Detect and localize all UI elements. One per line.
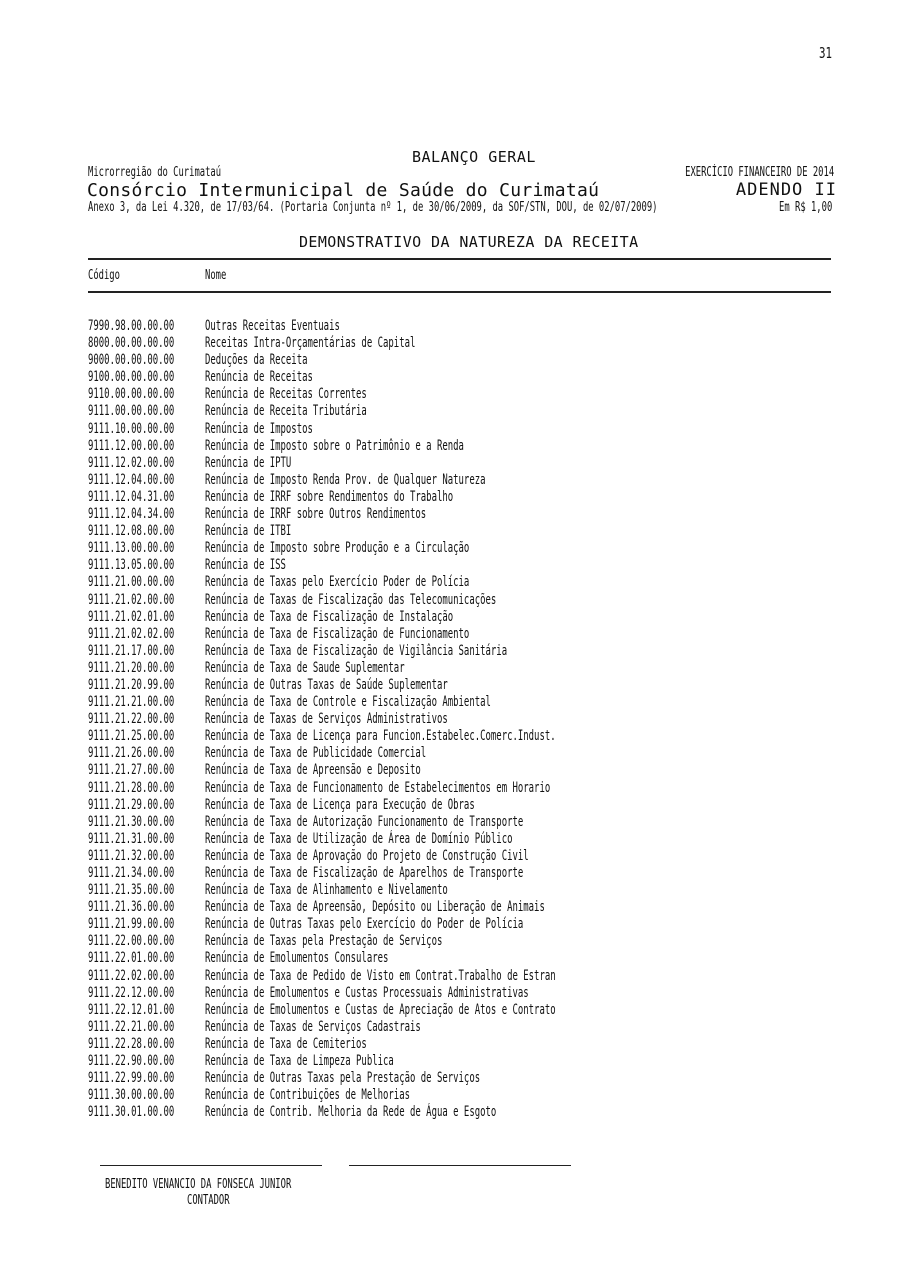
page-number: 31 — [818, 44, 832, 62]
row-name: Renúncia de Taxa de Publicidade Comercial — [205, 745, 427, 762]
table-row — [88, 540, 828, 557]
table-row — [88, 472, 828, 489]
row-name: Renúncia de Taxa de Autorização Funcionamento de Transporte — [205, 813, 524, 830]
row-name: Renúncia de Outras Taxas de Saúde Suplementar — [205, 676, 448, 693]
row-code: 9111.21.26.00.00 — [88, 745, 175, 762]
row-code: 9111.22.28.00.00 — [88, 1035, 175, 1052]
row-name: Renúncia de Taxa de Alinhamento e Nivelamento — [205, 882, 448, 899]
table-row — [88, 523, 828, 540]
row-name: Renúncia de Taxas de Serviços Administrativos — [205, 711, 448, 728]
row-name: Renúncia de Taxa de Fiscalização de Funcionamento — [205, 625, 470, 642]
table-row — [88, 386, 828, 403]
report-title: BALANÇO GERAL — [412, 148, 536, 166]
row-code: 9111.00.00.00.00 — [88, 403, 175, 420]
row-name: Renúncia de Taxa de Aprovação do Projeto de Construção Civil — [205, 847, 529, 864]
table-row — [88, 899, 828, 916]
table-row — [88, 489, 828, 506]
row-code: 9111.21.99.00.00 — [88, 916, 175, 933]
table-row — [88, 660, 828, 677]
row-name: Renúncia de Contrib. Melhoria da Rede de Água e Esgoto — [205, 1104, 497, 1121]
row-code: 9111.22.12.01.00 — [88, 1001, 175, 1018]
row-name: Outras Receitas Eventuais — [205, 318, 340, 334]
table-row — [88, 557, 828, 574]
table-row — [88, 711, 828, 728]
row-code: 9111.13.00.00.00 — [88, 540, 175, 557]
row-name: Renúncia de Taxa de Apreensão, Depósito ou Liberação de Animais — [205, 899, 545, 916]
row-name: Renúncia de Taxa de Utilização de Área de Domínio Público — [205, 830, 513, 847]
row-code: 9111.22.12.00.00 — [88, 984, 175, 1001]
table-row — [88, 985, 828, 1002]
row-name: Renúncia de Emolumentos e Custas de Apreciação de Atos e Contrato — [205, 1001, 556, 1018]
row-name: Renúncia de Taxa de Fiscalização de Instalação — [205, 608, 454, 625]
table-row — [88, 335, 828, 352]
table-row — [88, 643, 828, 660]
row-code: 9111.21.27.00.00 — [88, 762, 175, 779]
table-row — [88, 882, 828, 899]
row-code: 9111.22.21.00.00 — [88, 1018, 175, 1035]
table-row — [88, 677, 828, 694]
row-code: 9111.21.34.00.00 — [88, 865, 175, 881]
row-code: 9111.21.35.00.00 — [88, 882, 175, 899]
table-row — [88, 797, 828, 814]
row-code: 9111.12.00.00.00 — [88, 437, 175, 454]
table-row — [88, 318, 828, 335]
region-label: Microrregião do Curimataú — [88, 165, 222, 180]
legal-reference: Anexo 3, da Lei 4.320, de 17/03/64. (Portaria Conjunta nº 1, de 30/06/2009, da SOF/STN, DOU, de 02/07/2009) — [88, 200, 658, 215]
row-name: Renúncia de Taxa de Limpeza Publica — [205, 1053, 394, 1070]
row-code: 9111.21.29.00.00 — [88, 796, 175, 813]
table-row — [88, 352, 828, 369]
row-name: Renúncia de Outras Taxas pelo Exercício do Poder de Polícia — [205, 916, 524, 933]
row-code: 9111.21.21.00.00 — [88, 694, 175, 711]
row-code: 9111.21.00.00.00 — [88, 574, 175, 591]
table-row — [88, 865, 828, 882]
signature-line-right — [349, 1165, 571, 1166]
row-name: Renúncia de Taxa de Controle e Fiscalização Ambiental — [205, 694, 491, 711]
row-code: 9111.21.31.00.00 — [88, 830, 175, 847]
signer-role: CONTADOR — [187, 1193, 230, 1208]
table-row — [88, 1036, 828, 1053]
signature-line-left — [100, 1165, 322, 1166]
row-code: 9111.22.99.00.00 — [88, 1070, 175, 1087]
column-header-code: Código — [88, 268, 120, 283]
table-row — [88, 403, 828, 420]
row-name: Renúncia de Taxa de Funcionamento de Estabelecimentos em Horario — [205, 779, 551, 796]
row-name: Renúncia de Taxas de Fiscalização das Telecomunicações — [205, 591, 497, 608]
table-row — [88, 916, 828, 933]
addendum-label: ADENDO II — [735, 180, 837, 200]
table-row — [88, 831, 828, 848]
table-row — [88, 438, 828, 455]
row-name: Renúncia de Taxas de Serviços Cadastrais — [205, 1018, 421, 1035]
row-code: 9111.21.02.02.00 — [88, 625, 175, 642]
row-name: Renúncia de Receita Tributária — [205, 403, 367, 420]
row-code: 9111.21.30.00.00 — [88, 813, 175, 830]
table-row — [88, 592, 828, 609]
table-row — [88, 1019, 828, 1036]
row-code: 7990.98.00.00.00 — [88, 318, 175, 334]
section-title: DEMONSTRATIVO DA NATUREZA DA RECEITA — [299, 233, 639, 251]
table-row — [88, 421, 828, 438]
table-row — [88, 950, 828, 967]
row-name: Renúncia de ITBI — [205, 523, 292, 540]
table-row — [88, 609, 828, 626]
table-row — [88, 745, 828, 762]
table-row — [88, 1070, 828, 1087]
row-name: Renúncia de IPTU — [205, 454, 292, 471]
row-code: 9111.21.36.00.00 — [88, 899, 175, 916]
table-row — [88, 814, 828, 831]
row-code: 9111.30.00.00.00 — [88, 1087, 175, 1104]
row-code: 9111.12.04.31.00 — [88, 488, 175, 505]
row-code: 9111.21.28.00.00 — [88, 779, 175, 796]
table-row — [88, 968, 828, 985]
signer-name: BENEDITO VENANCIO DA FONSECA JUNIOR — [105, 1177, 292, 1192]
row-name: Renúncia de ISS — [205, 557, 286, 574]
row-name: Renúncia de Taxa de Saude Suplementar — [205, 659, 405, 676]
row-code: 9111.12.02.00.00 — [88, 454, 175, 471]
row-name: Renúncia de Taxas pelo Exercício Poder de Polícia — [205, 574, 470, 591]
row-name: Renúncia de IRRF sobre Outros Rendimentos — [205, 506, 427, 523]
row-name: Renúncia de Emolumentos Consulares — [205, 950, 389, 967]
row-code: 9111.22.02.00.00 — [88, 967, 175, 984]
table-row — [88, 455, 828, 472]
table-row — [88, 780, 828, 797]
row-code: 9111.21.32.00.00 — [88, 847, 175, 864]
header-rule-bottom — [88, 291, 831, 293]
row-code: 9111.21.20.00.00 — [88, 659, 175, 676]
row-name: Renúncia de Taxa de Apreensão e Deposito — [205, 762, 421, 779]
row-name: Renúncia de Taxa de Pedido de Visto em Contrat.Trabalho de Estran — [205, 967, 556, 984]
table-row — [88, 1104, 828, 1121]
row-code: 9111.12.04.00.00 — [88, 471, 175, 488]
row-name: Renúncia de IRRF sobre Rendimentos do Trabalho — [205, 488, 454, 505]
row-code: 9111.21.17.00.00 — [88, 642, 175, 659]
row-code: 8000.00.00.00.00 — [88, 335, 175, 352]
table-row — [88, 933, 828, 950]
row-name: Renúncia de Contribuições de Melhorias — [205, 1087, 410, 1104]
row-name: Renúncia de Taxa de Licença para Execução de Obras — [205, 796, 475, 813]
currency-label: Em R$ 1,00 — [778, 200, 832, 215]
row-name: Renúncia de Imposto sobre o Patrimônio e a Renda — [205, 437, 464, 454]
revenue-table-body — [88, 318, 828, 1121]
table-row — [88, 694, 828, 711]
table-row — [88, 506, 828, 523]
row-code: 9111.12.04.34.00 — [88, 506, 175, 523]
table-row — [88, 762, 828, 779]
table-row — [88, 369, 828, 386]
row-name: Renúncia de Taxa de Licença para Funcion.Estabelec.Comerc.Indust. — [205, 728, 556, 745]
row-code: 9111.10.00.00.00 — [88, 420, 175, 437]
table-row — [88, 1053, 828, 1070]
header-rule-top — [88, 258, 831, 260]
table-row — [88, 626, 828, 643]
row-code: 9111.21.02.00.00 — [88, 591, 175, 608]
organization-name: Consórcio Intermunicipal de Saúde do Curimataú — [87, 180, 600, 201]
row-code: 9111.21.20.99.00 — [88, 676, 175, 693]
row-code: 9100.00.00.00.00 — [88, 369, 175, 386]
row-code: 9111.13.05.00.00 — [88, 557, 175, 574]
table-row — [88, 574, 828, 591]
row-code: 9110.00.00.00.00 — [88, 386, 175, 403]
row-code: 9000.00.00.00.00 — [88, 352, 175, 369]
row-code: 9111.21.22.00.00 — [88, 711, 175, 728]
table-row — [88, 848, 828, 865]
row-code: 9111.22.01.00.00 — [88, 950, 175, 967]
row-code: 9111.22.00.00.00 — [88, 933, 175, 950]
row-name: Renúncia de Impostos — [205, 420, 313, 437]
fiscal-year-label: EXERCÍCIO FINANCEIRO DE 2014 — [684, 165, 834, 180]
row-code: 9111.21.25.00.00 — [88, 728, 175, 745]
row-name: Renúncia de Taxa de Cemiterios — [205, 1035, 367, 1052]
column-header-name: Nome — [205, 268, 227, 283]
table-row — [88, 1087, 828, 1104]
table-row — [88, 1002, 828, 1019]
row-name: Renúncia de Taxa de Fiscalização de Aparelhos de Transporte — [205, 865, 524, 881]
row-name: Renúncia de Emolumentos e Custas Processuais Administrativas — [205, 984, 529, 1001]
row-name: Renúncia de Taxas pela Prestação de Serviços — [205, 933, 443, 950]
row-name: Renúncia de Receitas Correntes — [205, 386, 367, 403]
row-name: Renúncia de Receitas — [205, 369, 313, 386]
row-code: 9111.22.90.00.00 — [88, 1053, 175, 1070]
row-code: 9111.30.01.00.00 — [88, 1104, 175, 1121]
row-name: Renúncia de Taxa de Fiscalização de Vigilância Sanitária — [205, 642, 508, 659]
row-name: Receitas Intra-Orçamentárias de Capital — [205, 335, 416, 352]
row-code: 9111.21.02.01.00 — [88, 608, 175, 625]
row-name: Renúncia de Outras Taxas pela Prestação de Serviços — [205, 1070, 481, 1087]
row-name: Renúncia de Imposto sobre Produção e a Circulação — [205, 540, 470, 557]
row-name: Deduções da Receita — [205, 352, 308, 369]
row-code: 9111.12.08.00.00 — [88, 523, 175, 540]
table-row — [88, 728, 828, 745]
row-name: Renúncia de Imposto Renda Prov. de Qualquer Natureza — [205, 471, 486, 488]
